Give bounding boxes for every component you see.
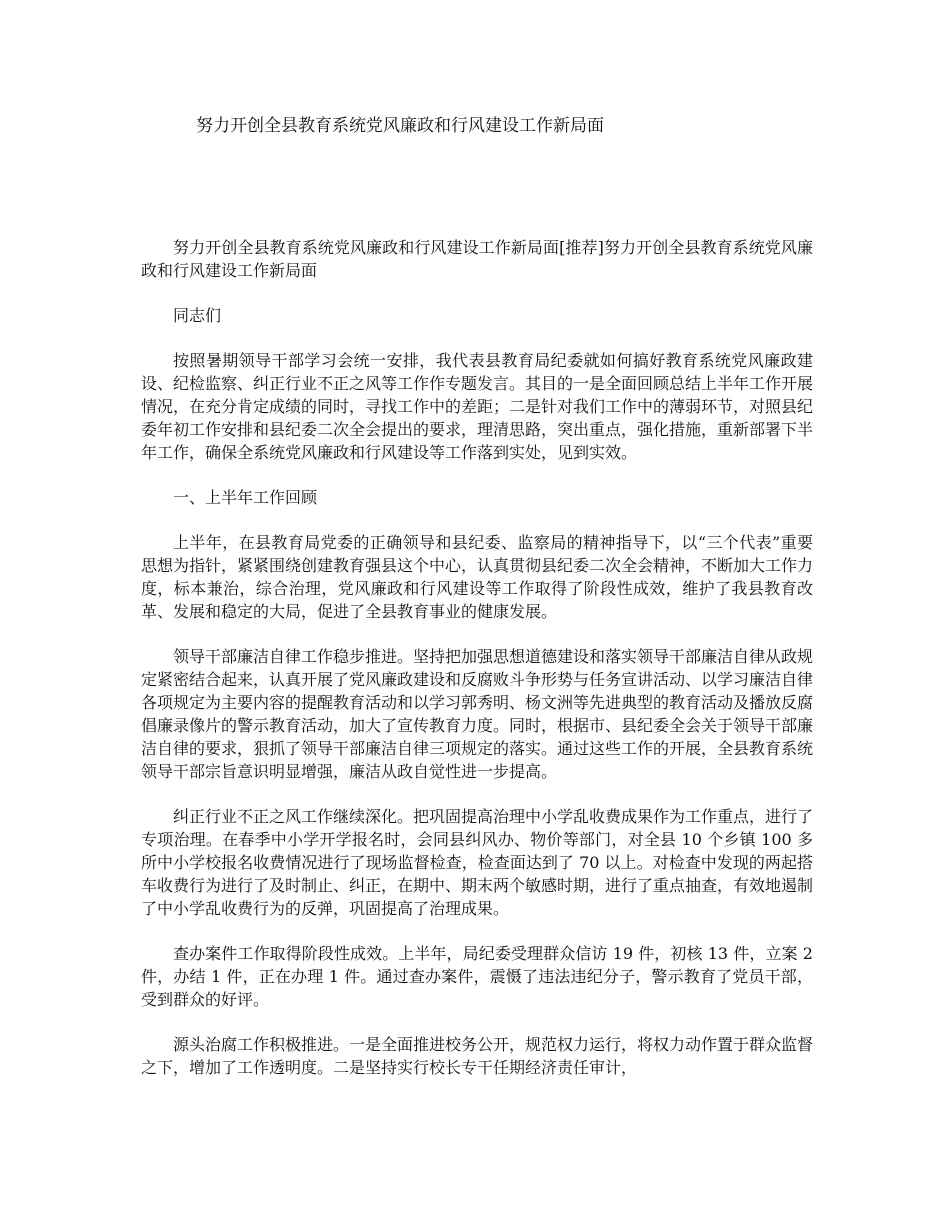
body-paragraph: 领导干部廉洁自律工作稳步推进。坚持把加强思想道德建设和落实领导干部廉洁自律从政规定紧密结合起来，认真开展了党风廉政建设和反腐败斗争形势与任务宣讲活动、以学习廉洁自律各项规定为主要内容的提醒教育活动和以学习郭秀明、杨文洲等先进典型的教育活动及播放反腐倡廉录像片的警示教育活动，加大了宣传教育力度。同时，根据市、县纪委全会关于领导干部廉洁自律的要求，狠抓了领导干部廉洁自律三项规定的落实。通过这些工作的开展，全县教育系统领导干部宗旨意识明显增强，廉洁从政自觉性进一步提高。 xyxy=(141,647,814,781)
document-body xyxy=(141,236,813,1101)
body-paragraph: 源头治腐工作积极推进。一是全面推进校务公开，规范权力运行，将权力动作置于群众监督之下，增加了工作透明度。二是坚持实行校长专干任期经济责任审计， xyxy=(141,1035,814,1077)
salutation: 同志们 xyxy=(173,306,222,325)
section-heading: 一、上半年工作回顾 xyxy=(173,488,318,507)
body-paragraph: 查办案件工作取得阶段性成效。上半年，局纪委受理群众信访 19 件，初核 13 件，立案 2 件，办结 1 件，正在办理 1 件。通过查办案件，震慑了违法违纪分子，警示教育了党员干部，受到群众的好评。 xyxy=(141,944,813,1009)
body-paragraph: 纠正行业不正之风工作继续深化。把巩固提高治理中小学乱收费成果作为工作重点，进行了专项治理。在春季中小学开学报名时，会同县纠风办、物价等部门，对全县 10 个乡镇 100 多所中小学校报名收费情况进行了现场监督检查，检查面达到了 70 以上。对检查中发现的两起搭车收费行为进行了及时制止、纠正，在期中、期末两个敏感时期，进行了重点抽查，有效地遏制了中小学乱收费行为的反弹，巩固提高了治理成果。 xyxy=(141,807,814,918)
body-paragraph: 按照暑期领导干部学习会统一安排，我代表县教育局纪委就如何搞好教育系统党风廉政建设、纪检监察、纠正行业不正之风等工作作专题发言。其目的一是全面回顾总结上半年工作开展情况，在充分肯定成绩的同时，寻找工作中的差距；二是针对我们工作中的薄弱环节，对照县纪委年初工作安排和县纪委二次全会提出的要求，理清思路，突出重点，强化措施，重新部署下半年工作，确保全系统党风廉政和行风建设等工作落到实处，见到实效。 xyxy=(141,351,814,462)
body-paragraph: 努力开创全县教育系统党风廉政和行风建设工作新局面[推荐]努力开创全县教育系统党风廉政和行风建设工作新局面 xyxy=(141,238,813,280)
body-paragraph: 上半年，在县教育局党委的正确领导和县纪委、监察局的精神指导下，以“三个代表”重要思想为指针，紧紧围绕创建教育强县这个中心，认真贯彻县纪委二次全会精神，不断加大工作力度，标本兼治，综合治理，党风廉政和行风建设等工作取得了阶段性成效，维护了我县教育改革、发展和稳定的大局，促进了全县教育事业的健康发展。 xyxy=(141,533,814,621)
document-title: 努力开创全县教育系统党风廉政和行风建设工作新局面 xyxy=(196,116,604,136)
